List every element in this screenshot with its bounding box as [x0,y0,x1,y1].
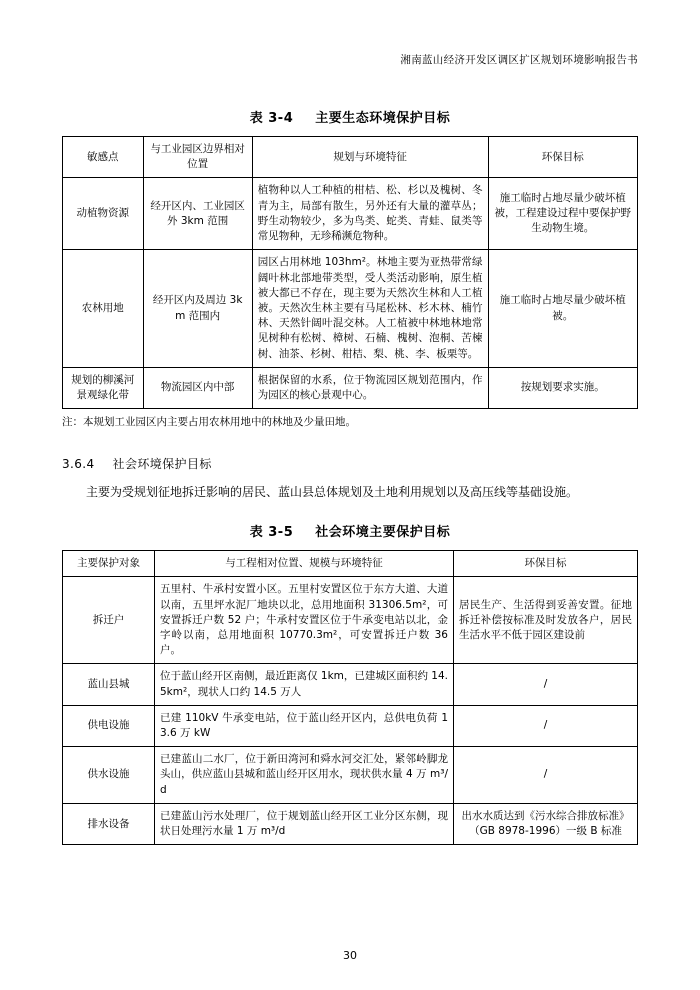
table-row [63,664,638,705]
cell-feature: 根据保留的水系，位于物流园区规划范围内，作为园区的核心景观中心。 [252,367,488,408]
section-title: 社会环境保护目标 [112,457,212,472]
cell-description: 位于蓝山经开区南侧，最近距离仅 1km，已建城区面积约 14.5km²，现状人口约 14.5 万人 [155,664,454,705]
cell-position: 经开区内及周边 3km 范围内 [143,250,252,368]
cell-name: 蓝山县城 [63,664,155,705]
cell-description: 五里村、牛承村安置小区。五里村安置区位于东方大道、大道以南，五里坪水泥厂地块以北，总用地面积 31306.5m²，可安置拆迁户数 52 户；牛承村安置区位于牛承变电站以北，金字岭以南，总用地面积 10770.3m²，可安置拆迁户数 36 户。 [155,577,454,664]
cell-name: 拆迁户 [63,577,155,664]
table-row [63,803,638,844]
page-number: 30 [343,949,357,962]
cell-target: 施工临时占地尽量少破坏植被，工程建设过程中要保护野生动物生境。 [488,178,638,250]
cell-target: 出水水质达到《污水综合排放标准》（GB 8978-1996）一级 B 标准 [454,803,638,844]
cell-position: 物流园区内中部 [143,367,252,408]
cell-target: / [454,705,638,746]
cell-name: 供水设施 [63,747,155,804]
table-3-5-caption [62,521,638,540]
cell-description: 已建蓝山污水处理厂，位于规划蓝山经开区工业分区东侧，现状日处理污水量 1 万 m³/d [155,803,454,844]
table-3-5-number: 表 3-5 [249,525,294,541]
cell-target: / [454,747,638,804]
table-3-4-caption [62,107,638,126]
table-row [63,178,638,250]
table-row [63,747,638,804]
table-row [63,551,638,577]
section-heading [62,455,638,472]
cell-position: 经开区内、工业园区外 3km 范围 [143,178,252,250]
column-header-environmental-target: 环保目标 [454,551,638,577]
column-header-environmental-target: 环保目标 [488,137,638,178]
running-header: 湘南蓝山经济开发区调区扩区规划环境影响报告书 [400,54,638,66]
table-row [63,137,638,178]
cell-feature: 园区占用林地 103hm²。林地主要为亚热带常绿阔叶林北部地带类型，受人类活动影响，原生植被大都已不存在，现主要为天然次生林和人工植被。天然次生林主要有马尾松林、杉木林、楠竹林、天然针阔叶混交林。人工植被中林地林地常见树种有松树、樟树、石楠、槐树、泡桐、苦楝树、油茶、杉树、柑桔、梨、桃、李、板栗等。 [252,250,488,368]
section-number: 3.6.4 [62,457,95,472]
table-row [63,705,638,746]
cell-target: 施工临时占地尽量少破坏植被。 [488,250,638,368]
cell-name: 动植物资源 [63,178,144,250]
column-header-planning-feature: 规划与环境特征 [252,137,488,178]
table-row [63,367,638,408]
column-header-sensitive-point: 敏感点 [63,137,144,178]
cell-name: 农林用地 [63,250,144,368]
cell-target: / [454,664,638,705]
cell-name: 供电设施 [63,705,155,746]
cell-target: 按规划要求实施。 [488,367,638,408]
cell-name: 排水设备 [63,803,155,844]
cell-feature: 植物种以人工种植的柑桔、松、杉以及槐树、冬青为主，局部有散生，另外还有大量的灌草丛；野生动物较少，多为鸟类、蛇类、青蛙、鼠类等常见物种，无珍稀濒危物种。 [252,178,488,250]
section-paragraph: 主要为受规划征地拆迁影响的居民、蓝山县总体规划及土地利用规划以及高压线等基础设施。 [86,485,579,500]
table-3-5 [62,550,638,845]
table-3-4-number: 表 3-4 [249,111,294,126]
table-3-4-note: 注：本规划工业园区内主要占用农林用地中的林地及少量田地。 [62,416,356,429]
table-3-5-title: 社会环境主要保护目标 [315,525,451,541]
column-header-protected-object: 主要保护对象 [63,551,155,577]
table-3-4-title: 主要生态环境保护目标 [315,111,451,126]
table-row [63,250,638,368]
column-header-relation-scale-feature: 与工程相对位置、规模与环境特征 [155,551,454,577]
column-header-relative-position: 与工业园区边界相对位置 [143,137,252,178]
cell-target: 居民生产、生活得到妥善安置。征地拆迁补偿按标准及时发放各户，居民生活水平不低于园区建设前 [454,577,638,664]
table-row [63,577,638,664]
table-3-4 [62,136,638,409]
cell-name: 规划的柳溪河景观绿化带 [63,367,144,408]
cell-description: 已建蓝山二水厂，位于新田湾河和舜水河交汇处，紧邻岭脚龙头山，供应蓝山县城和蓝山经开区用水，现状供水量 4 万 m³/d [155,747,454,804]
cell-description: 已建 110kV 牛承变电站，位于蓝山经开区内，总供电负荷 13.6 万 kW [155,705,454,746]
